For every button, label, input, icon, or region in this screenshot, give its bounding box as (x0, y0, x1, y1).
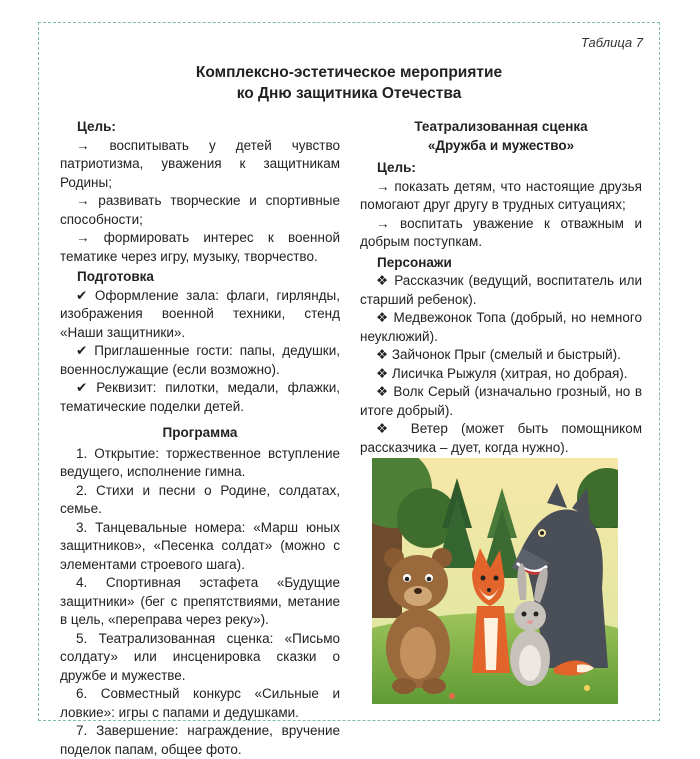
program-item: 3. Танцевальные номера: «Марш юных защитников», «Песенка солдат» (можно с элементами строевого шага). (60, 519, 340, 572)
prep-item: ✔ Оформление зала: флаги, гирлянды, изображения военной техники, стенд «Наши защитники». (60, 287, 340, 340)
program-item: 1. Открытие: торжественное вступление ведущего, исполнение гимна. (60, 445, 340, 479)
prep-item: ✔ Реквизит: пилотки, медали, флажки, тематические поделки детей. (60, 380, 340, 414)
character-item: ❖ Ветер (может быть помощником рассказчика – дует, когда нужно). (360, 421, 642, 455)
character-item: ❖ Медвежонок Топа (добрый, но немного неуклюжий). (360, 310, 642, 344)
character-item: ❖ Волк Серый (изначально грозный, но в итоге добрый). (360, 384, 642, 418)
prep-heading: Подготовка (77, 269, 154, 284)
goal-item: → формировать интерес к военной тематике через игру, музыку, творчество. (60, 230, 340, 264)
title-line-1: Комплексно-эстетическое мероприятие (195, 64, 503, 81)
forest-animals-illustration (372, 458, 618, 704)
characters-heading: Персонажи (377, 254, 452, 270)
goal-item: → развивать творческие и спортивные способности; (60, 193, 340, 227)
program-item: 7. Завершение: награждение, вручение поделок папам, общее фото. (60, 723, 340, 757)
character-item: ❖ Лисичка Рыжуля (хитрая, но добрая). (376, 365, 628, 381)
table-label: Таблица 7 (580, 35, 643, 50)
character-item: ❖ Зайчонок Прыг (смелый и быстрый). (376, 347, 621, 362)
program-item: 2. Стихи и песни о Родине, солдатах, семье. (60, 482, 340, 516)
scene-goal-item: → показать детям, что настоящие друзья помогают друг другу в трудных ситуациях; (360, 178, 642, 212)
program-heading: Программа (162, 425, 238, 440)
left-column (60, 118, 340, 759)
program-item: 6. Совместный конкурс «Сильные и ловкие»: игры с папами и дедушками. (60, 686, 340, 720)
program-item: 5. Театрализованная сценка: «Письмо солдату» или инсценировка сказки о дружбе и мужестве. (60, 630, 340, 683)
prep-item: ✔ Приглашенные гости: папы, дедушки, военнослужащие (если возможно). (60, 343, 340, 377)
scene-goal-heading: Цель: (377, 160, 416, 175)
scene-heading-1: Театрализованная сценка (414, 119, 588, 134)
scene-heading-2: «Дружба и мужество» (427, 137, 575, 153)
title-line-2: ко Дню защитника Отечества (236, 85, 462, 102)
right-column (360, 118, 642, 457)
goal-heading: Цель: (77, 119, 116, 134)
goal-item: → воспитывать у детей чувство патриотизма, уважения к защитникам Родины; (60, 137, 340, 190)
scene-goal-item: → воспитать уважение к отважным и добрым поступкам. (360, 215, 642, 249)
program-item: 4. Спортивная эстафета «Будущие защитники» (бег с препятствиями, метание в цель, «переправа через реку»). (60, 575, 340, 627)
page-title (38, 62, 660, 104)
character-item: ❖ Рассказчик (ведущий, воспитатель или старший ребенок). (360, 273, 642, 307)
